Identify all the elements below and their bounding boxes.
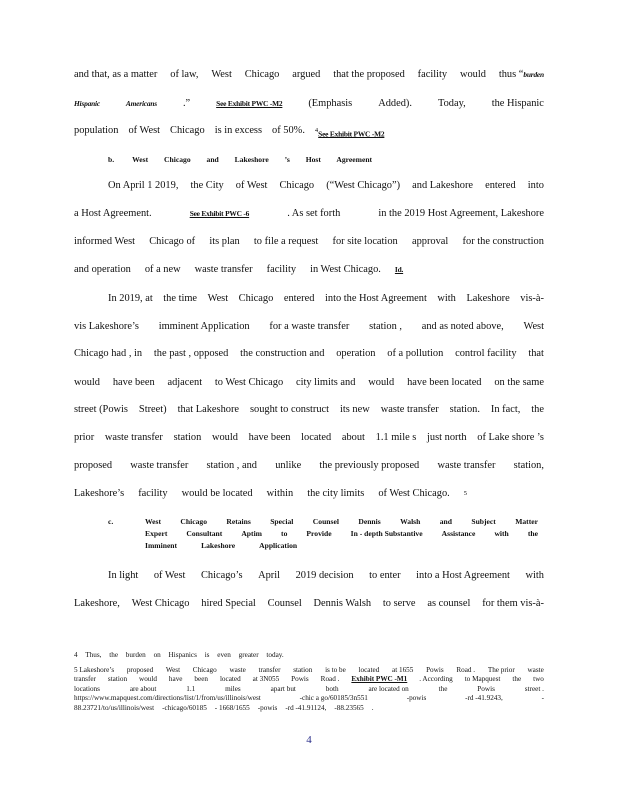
section-heading: c. West Chicago Retains Special Counsel Dennis Walsh and Subject Matter Expert Consultant Aptim to Provide In - depth Substantive Assistance with the Imminent Lakeshore Application xyxy=(108,517,538,550)
text-line: population of West Chicago is in excess of 50%. $^4$See Exhibit PWC -M2 xyxy=(74,125,385,139)
id-citation-link[interactable]: Id. xyxy=(394,265,404,274)
text-line: and that, as a matter of law, West Chicago argued that the proposed facility would thus “burden xyxy=(74,69,544,80)
footnote-ref[interactable]: 4 xyxy=(314,127,319,134)
footnote-4: 4 Thus, the burden on Hispanics is even greater today. xyxy=(74,651,284,659)
text-line: On April 1 2019, the City of West Chicago (“West Chicago”) and Lakeshore entered into xyxy=(108,180,544,191)
text-line: a Host Agreement. See Exhibit PWC -6 . As set forth in the 2019 Host Agreement, Lakeshore xyxy=(74,208,544,219)
text-line: and operation of a new waste transfer facility in West Chicago. Id. xyxy=(74,264,404,275)
mapquest-url[interactable]: https://www.mapquest.com/directions/list/1/from/us/illinois/west -chic a go/60185/3n551 -powis -rd -41.9243, - xyxy=(74,694,544,703)
text-line: proposed waste transfer station , and unlike the previously proposed waste transfer station, xyxy=(74,460,544,471)
exhibit-link[interactable]: See Exhibit PWC -6 xyxy=(189,209,250,218)
text-line: informed West Chicago of its plan to file a request for site location approval for the construction xyxy=(74,236,544,247)
exhibit-link[interactable]: Exhibit PWC -M1 xyxy=(351,675,408,684)
exhibit-link[interactable]: See Exhibit PWC -M2 xyxy=(216,99,283,108)
text-line: street (Powis Street) that Lakeshore sought to construct its new waste transfer station. In fact, the xyxy=(74,404,544,415)
mapquest-url[interactable]: 88.23721/to/us/illinois/west -chicago/60185 - 1668/1655 -powis -rd -41.91124, -88.23565 . xyxy=(74,703,374,712)
footnote-5: 5 Lakeshore’s proposed West Chicago waste transfer station is to be located at 1655 Powis Road . The prior waste transfer station would have been located at 3N055 Powis Road . Exhibit PWC -M1 . According to Mapquest the two locations are about 1.1 miles apart but both are located on the Powis street . https://www.mapquest.com/directions/list/1/from/us/illinois/west -chic a go/60185/3n551 -powis -rd -41.9243, - 88.23721/to/us/illinois/west -chicago/60185 - 1668/1655 -powis -rd -41.91124, -88.23565 . xyxy=(74,666,544,712)
text-line: Lakeshore’s facility would be located within the city limits of West Chicago. 5 xyxy=(74,488,467,499)
text-line: In light of West Chicago’s April 2019 decision to enter into a Host Agreement with xyxy=(108,570,544,581)
text-line: Hispanic Americans .” See Exhibit PWC -M2 (Emphasis Added). Today, the Hispanic xyxy=(74,98,544,109)
text-line: prior waste transfer station would have been located about 1.1 mile s just north of Lake shore ’s xyxy=(74,432,544,443)
footnote-ref[interactable]: 5 xyxy=(463,490,467,497)
exhibit-link[interactable]: See Exhibit PWC -M2 xyxy=(318,129,385,139)
section-heading: b. West Chicago and Lakeshore ’s Host Agreement xyxy=(108,155,373,164)
text-line: In 2019, at the time West Chicago entered into the Host Agreement with Lakeshore vis-à- xyxy=(108,293,544,304)
text-line: vis Lakeshore’s imminent Application for a waste transfer station , and as noted above, West xyxy=(74,321,544,332)
text-line: would have been adjacent to West Chicago city limits and would have been located on the same xyxy=(74,377,544,388)
text-line: Chicago had , in the past , opposed the construction and operation of a pollution control facility that xyxy=(74,348,544,359)
page-number: 4 xyxy=(306,734,312,746)
text-line: Lakeshore, West Chicago hired Special Counsel Dennis Walsh to serve as counsel for them vis-à- xyxy=(74,598,544,609)
